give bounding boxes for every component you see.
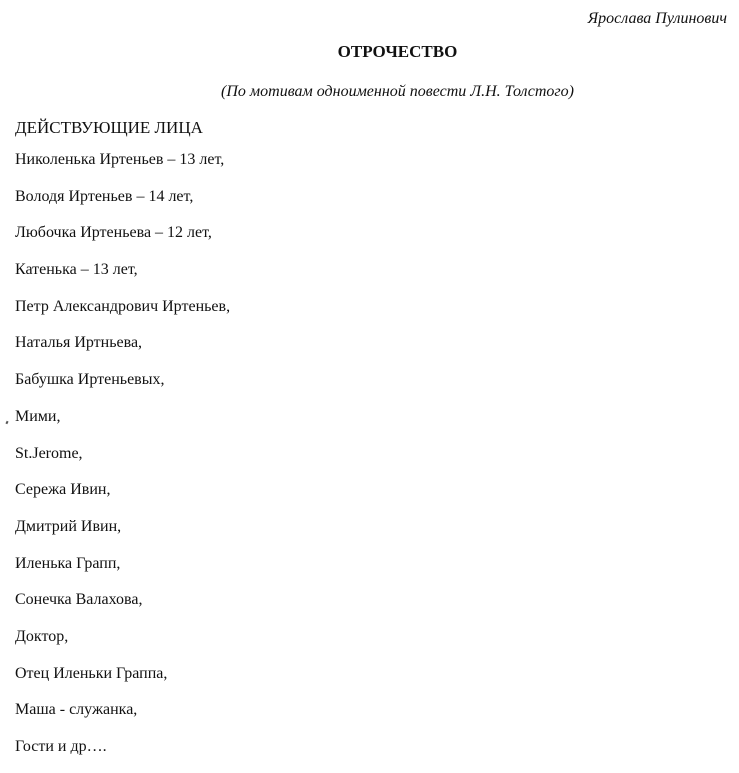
characters-list (15, 149, 230, 773)
character-item: Дмитрий Ивин, (15, 517, 122, 535)
character-item: Мими, (15, 407, 61, 425)
character-item: Сережа Ивин, (15, 481, 111, 499)
character-item: Маша - служанка, (15, 701, 138, 719)
character-item: Сонечка Валахова, (15, 591, 143, 609)
character-item: Отец Иленьки Граппа, (15, 664, 168, 682)
character-item: Бабушка Иртеньевых, (15, 371, 165, 389)
character-item: Володя Иртеньев – 14 лет, (15, 187, 194, 205)
author-name: Ярослава Пулинович (587, 10, 727, 27)
scan-speck (5, 421, 8, 425)
character-item: Петр Александрович Иртеньев, (15, 297, 231, 315)
characters-heading: ДЕЙСТВУЮЩИЕ ЛИЦА (15, 118, 203, 137)
play-title: ОТРОЧЕСТВО (337, 42, 458, 61)
character-item: Иленька Грапп, (15, 554, 121, 572)
character-item: Гости и др…. (15, 738, 107, 755)
character-item: St.Jerome, (15, 444, 83, 462)
character-item: Катенька – 13 лет, (15, 261, 138, 279)
character-item: Наталья Иртньева, (15, 334, 143, 352)
play-subtitle: (По мотивам одноименной повести Л.Н. Толстого) (221, 83, 574, 100)
character-item: Любочка Иртеньева – 12 лет, (15, 224, 212, 242)
character-item: Доктор, (15, 627, 69, 645)
character-item: Николенька Иртеньев – 13 лет, (15, 151, 225, 168)
